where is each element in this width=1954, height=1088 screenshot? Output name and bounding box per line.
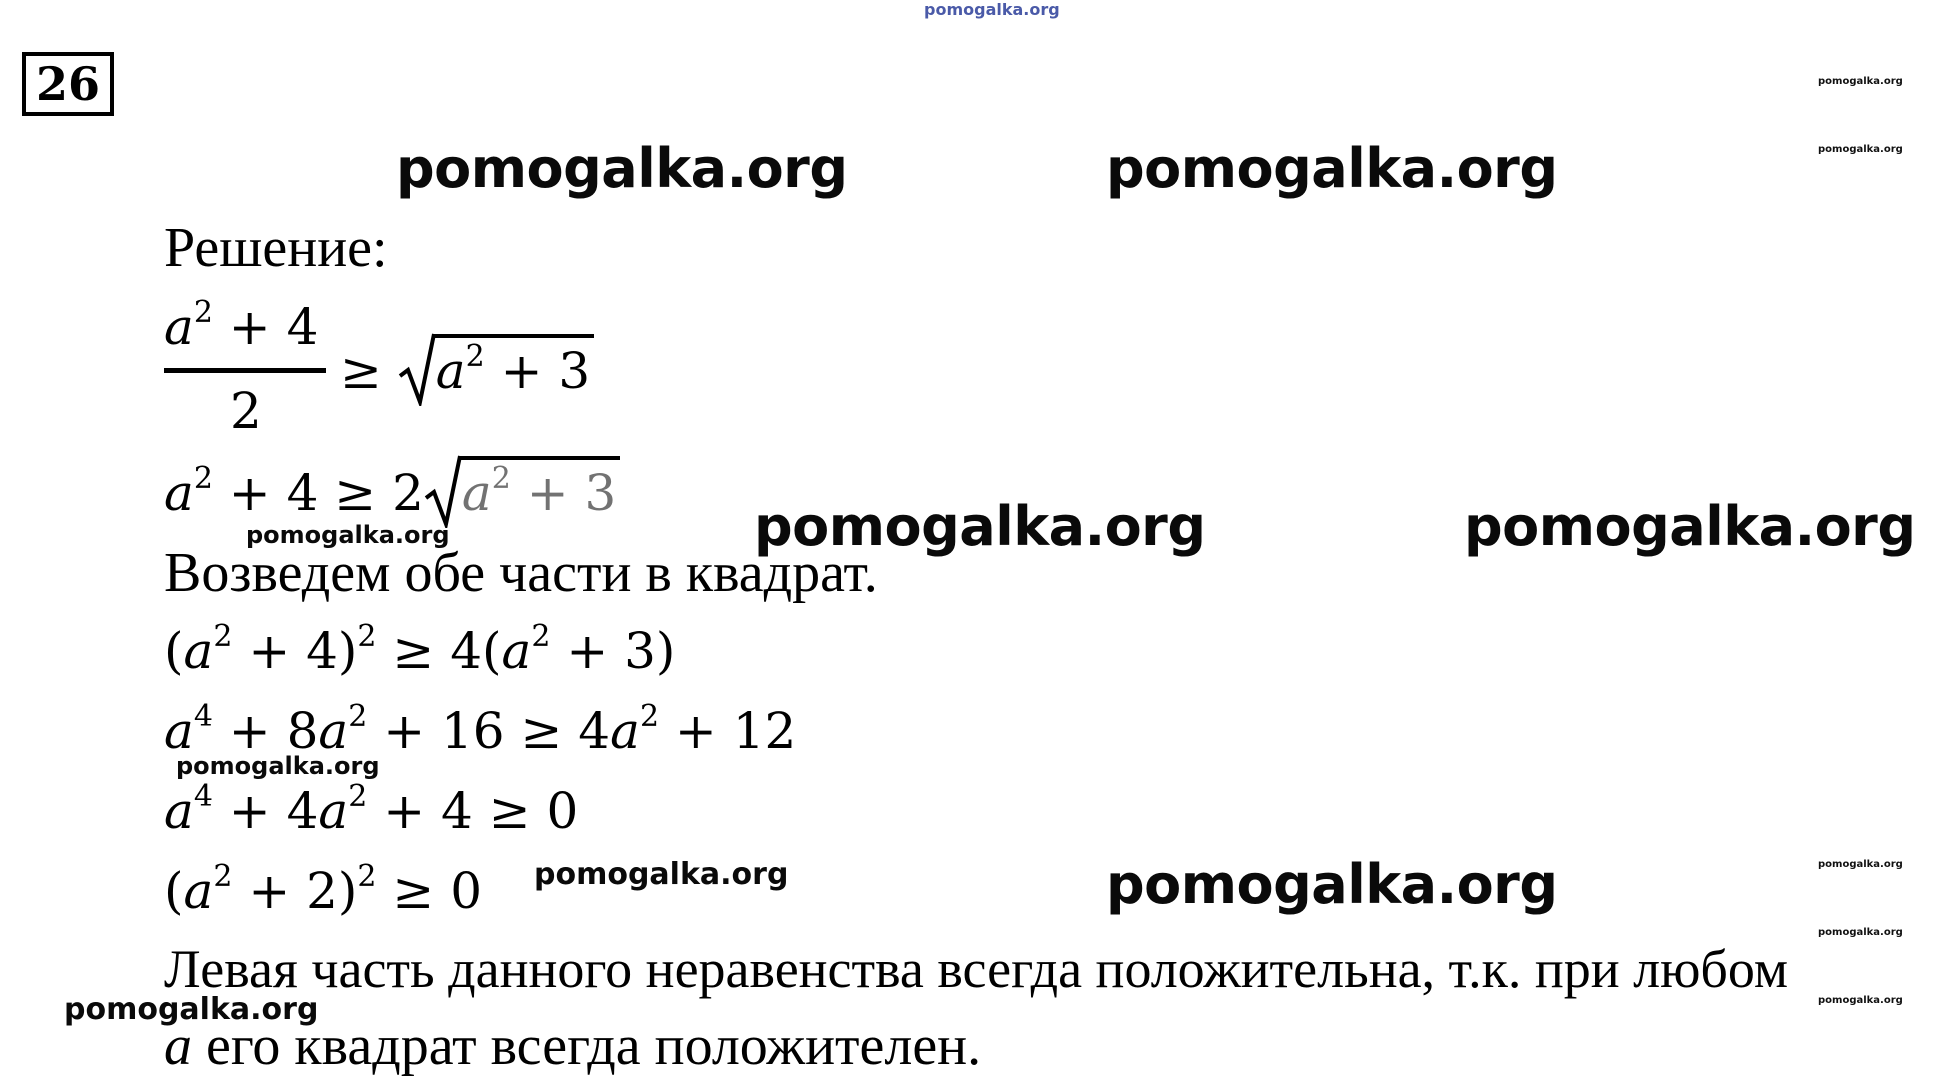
- var-a: a: [164, 464, 194, 522]
- watermark-large: pomogalka.org: [1106, 137, 1558, 200]
- step-text: Возведем обе части в квадрат.: [164, 542, 878, 604]
- solution-heading: Решение:: [164, 217, 388, 279]
- fraction-denominator: 2: [230, 382, 262, 440]
- sqrt-rest: + 3: [510, 464, 617, 522]
- exponent: 2: [491, 461, 511, 496]
- var-a: a: [461, 464, 492, 522]
- sqrt-rest: + 3: [484, 342, 591, 400]
- equation-line-6: [164, 859, 483, 920]
- watermark-large: pomogalka.org: [396, 137, 848, 200]
- watermark-tiny: pomogalka.org: [1818, 76, 1903, 87]
- line5-part2: + 4 ≥ 0: [367, 782, 579, 840]
- var-a: a: [164, 298, 194, 356]
- fraction-bar: [164, 368, 326, 373]
- line4-part3: + 12: [659, 702, 797, 760]
- fraction-rhs: [340, 339, 591, 400]
- exponent: 2: [348, 779, 368, 814]
- watermark-large: pomogalka.org: [1464, 495, 1916, 558]
- var-a: a: [164, 782, 194, 840]
- exponent: 2: [348, 699, 368, 734]
- equation-line-3: [164, 619, 676, 680]
- exponent: 4: [193, 699, 213, 734]
- paren: (: [164, 622, 184, 680]
- top-watermark: pomogalka.org: [924, 0, 1060, 19]
- exponent: 2: [213, 619, 233, 654]
- radical-sign: [424, 454, 462, 528]
- exponent: 2: [213, 859, 233, 894]
- equation-line-2: [164, 461, 617, 522]
- var-a: a: [318, 702, 349, 760]
- conclusion-rest: его квадрат всегда положителен.: [192, 1015, 982, 1077]
- line4-part2: + 16 ≥ 4: [367, 702, 611, 760]
- var-a: a: [435, 342, 466, 400]
- line3-part2: + 3): [550, 622, 676, 680]
- line6-part2: ≥ 0: [376, 862, 483, 920]
- watermark-tiny: pomogalka.org: [1818, 859, 1903, 870]
- watermark-large: pomogalka.org: [754, 495, 1206, 558]
- line3-mid: ≥ 4(: [376, 622, 502, 680]
- geq-sign: ≥: [340, 342, 398, 400]
- numerator-rest: + 4: [212, 298, 319, 356]
- exponent: 2: [465, 339, 485, 374]
- paren: (: [164, 862, 184, 920]
- var-a: a: [501, 622, 532, 680]
- line3-part1: + 4): [232, 622, 358, 680]
- sqrt-expression: [398, 339, 591, 400]
- radical-bar: [460, 456, 620, 460]
- exponent: 4: [193, 779, 213, 814]
- equation-line-5: [164, 779, 579, 840]
- conclusion-line-2: [164, 1015, 982, 1077]
- radical-bar: [434, 334, 594, 338]
- exponent: 2: [531, 619, 551, 654]
- line5-part1: + 4: [212, 782, 319, 840]
- equation-line-4: [164, 699, 797, 760]
- var-a: a: [318, 782, 349, 840]
- var-a: a: [164, 702, 194, 760]
- watermark-large: pomogalka.org: [1106, 853, 1558, 916]
- var-a: a: [183, 862, 214, 920]
- var-a: a: [164, 1015, 192, 1077]
- sqrt-expression: [424, 461, 617, 522]
- exponent: 2: [639, 699, 660, 734]
- var-a: a: [183, 622, 214, 680]
- radical-sign: [398, 332, 436, 406]
- exponent: 2: [357, 619, 377, 654]
- watermark-tiny: pomogalka.org: [1818, 995, 1903, 1006]
- fraction-numerator: [164, 295, 319, 356]
- line2-lhs: + 4 ≥ 2: [212, 464, 424, 522]
- watermark-small: pomogalka.org: [176, 752, 380, 780]
- watermark-tiny: pomogalka.org: [1818, 144, 1903, 155]
- watermark-small: pomogalka.org: [246, 521, 450, 549]
- line4-part1: + 8: [212, 702, 319, 760]
- exponent: 2: [193, 295, 213, 330]
- var-a: a: [610, 702, 640, 760]
- conclusion-line-1: Левая часть данного неравенства всегда положительна, т.к. при любом: [164, 939, 1789, 999]
- problem-number: 26: [22, 52, 114, 116]
- watermark-tiny: pomogalka.org: [1818, 927, 1903, 938]
- line6-part1: + 2): [232, 862, 358, 920]
- exponent: 2: [193, 461, 213, 496]
- watermark-medium: pomogalka.org: [64, 992, 319, 1027]
- watermark-medium: pomogalka.org: [534, 857, 789, 892]
- exponent: 2: [357, 859, 377, 894]
